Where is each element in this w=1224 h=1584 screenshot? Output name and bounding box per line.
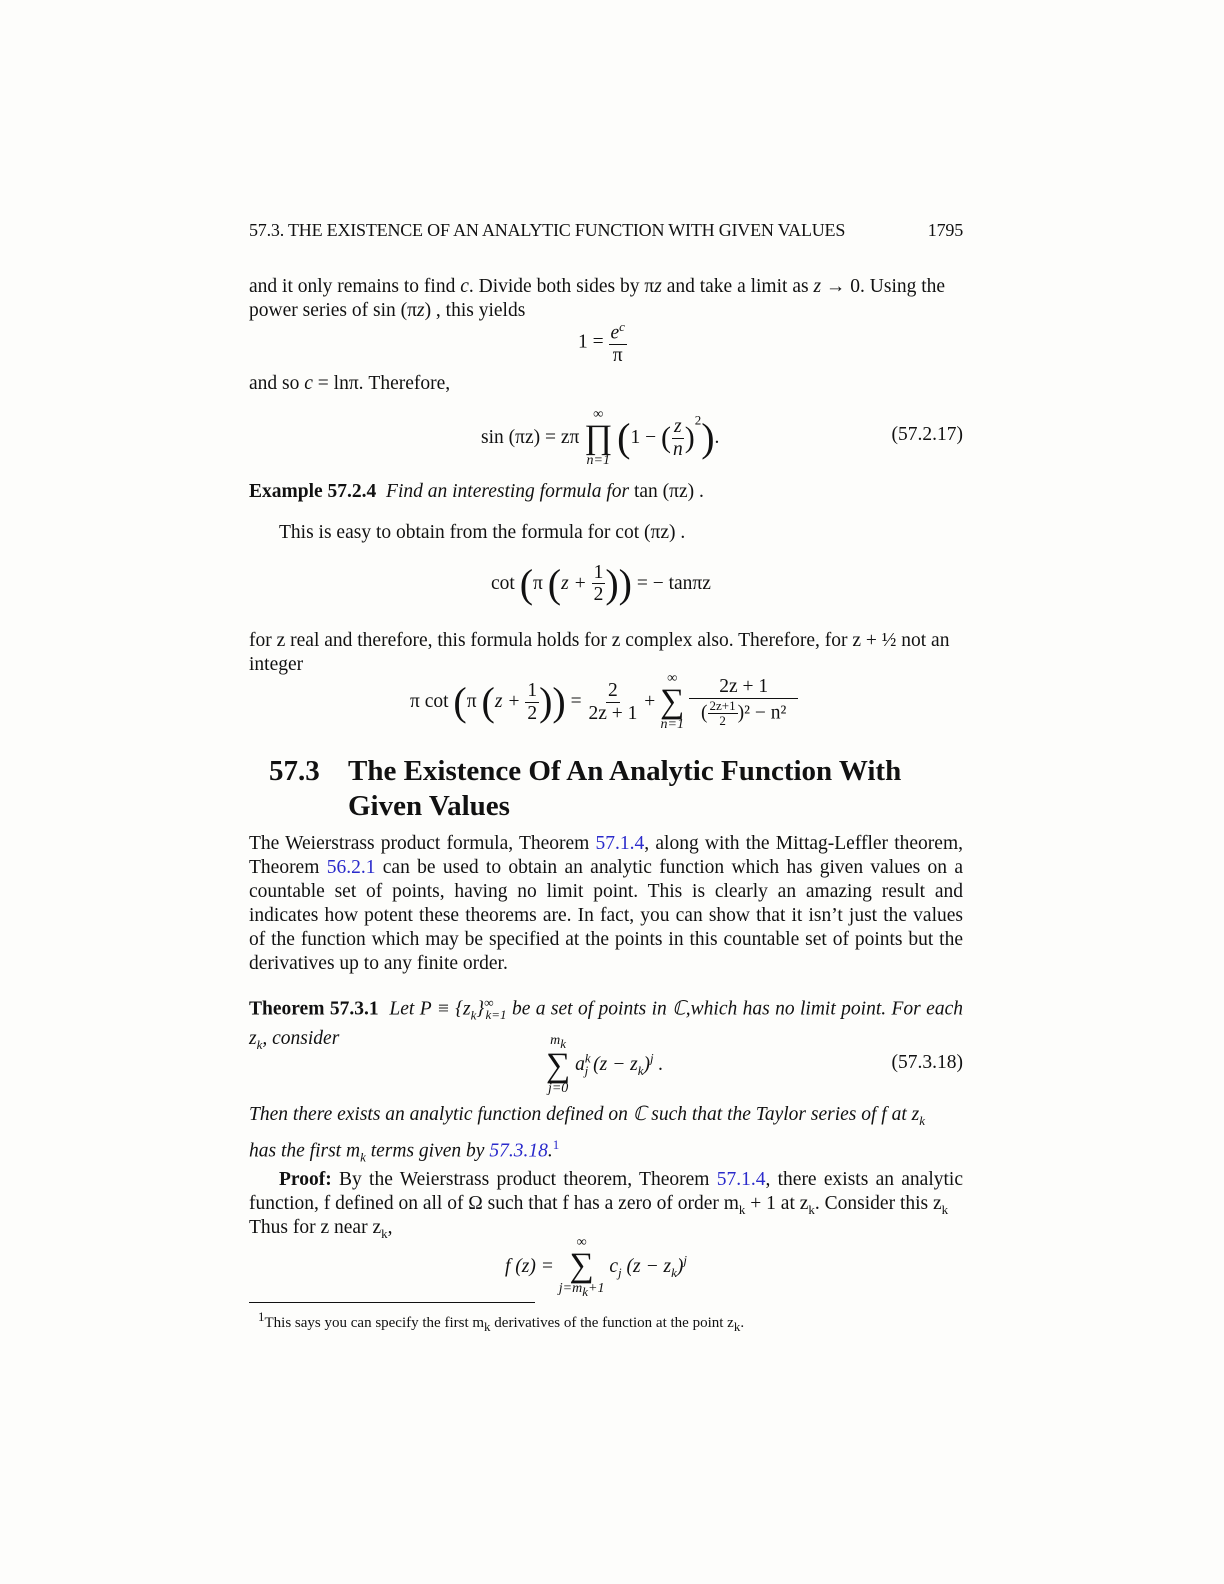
example-heading: Example 57.2.4 Find an interesting formula for tan (πz) . (249, 481, 704, 502)
section-number: 57.3 (269, 755, 320, 787)
equation-ec-over-pi: 1 = $\frac{e^c}{\pi}$ (578, 319, 625, 366)
page-number: 1795 (927, 220, 963, 240)
equation-number: (57.3.18) (891, 1052, 963, 1073)
proof-label: Proof: (279, 1169, 332, 1190)
proof-line: Thus for z near $z_k$, (249, 1217, 393, 1241)
equation-sin-product: sin (πz) = zπ ∞ ∏ n=1 (1 − ( $\frac{z}{n}$ )$^2$). (481, 407, 720, 469)
section-title: The Existence Of An Analytic Function With Given Values (348, 755, 902, 822)
product-operator: ∞ ∏ n=1 (584, 407, 613, 469)
section-heading (269, 754, 968, 824)
theorem-conclusion: Then there exists an analytic function defined on ℂ such that the Taylor series of f at $z_k$ has the first $m_k$ terms given by 57.3.18.$^1$ (249, 1104, 926, 1165)
equation-pi-cot-series: π cot (π (z + $\frac{1}{2}$ )) = $\frac{2}{2z + 1}$ + ∞ ∑ n=1 2z + 1 ( $\frac{2z+1}{2}$ )² − n² (410, 672, 798, 732)
equation-number: (57.2.17) (891, 424, 963, 445)
running-title: 57.3. THE EXISTENCE OF AN ANALYTIC FUNCTION WITH GIVEN VALUES (249, 220, 846, 240)
example-label: Example 57.2.4 (249, 481, 377, 502)
proof-paragraph: Proof: By the Weierstrass product theorem, Theorem 57.1.4, there exists an analytic function, f defined on all of Ω such that f has a zero of order $m_k + 1$ at $z_k$. Consider this $z_k$ (249, 1169, 963, 1217)
footnote-rule (249, 1302, 535, 1303)
sum-operator: ∞ ∑ n=1 (660, 671, 685, 733)
paragraph-cot-hint: This is easy to obtain from the formula for cot (πz) . (279, 522, 686, 543)
equation-cot-tan: cot (π (z + $\frac{1}{2}$ )) = − tanπz (491, 560, 711, 606)
footnote: $^1$This says you can specify the first $m_k$ derivatives of the function at the point $z_k$. (258, 1309, 745, 1334)
equation-f-series: f (z) = ∞ ∑ $j=m_k+1$ $c_j$ $(z - z_k)^j$ (505, 1235, 687, 1300)
running-header (249, 220, 963, 241)
theorem-link-56-2-1[interactable]: 56.2.1 (326, 857, 376, 878)
paragraph-c-equals-ln-pi: and so c = lnπ. Therefore, (249, 373, 451, 394)
paragraph-complex-extension: for z real and therefore, this formula holds for z complex also. Therefore, for z + ½ not an integer (249, 630, 950, 675)
sum-operator: $m_k$ ∑ j=0 (546, 1033, 571, 1097)
paragraph-intro: The Weierstrass product formula, Theorem 57.1.4, along with the Mittag-Leffler theorem, Theorem 56.2.1 can be used to obtain an analytic function which has given values on a countable set of points, having no limit point. This is clearly an amazing result and indicates how potent these theorems are. In fact, you can show that it isn’t just the values of the function which may be specified at the points in this countable set of points but the derivatives up to any finite order. (249, 833, 963, 974)
equation-link-57-3-18[interactable]: 57.3.18 (489, 1140, 548, 1162)
sum-operator: ∞ ∑ $j=m_k+1$ (558, 1235, 605, 1300)
theorem-statement: Theorem 57.3.1 Let $P \equiv \{z_k\}^\infty_{k=1}$ be a set of points in ℂ,which has no limit point. For each $z_k$, consider (249, 995, 963, 1053)
fraction: $\frac{e^c}{\pi}$ (610, 319, 625, 366)
theorem-link-57-1-4[interactable]: 57.1.4 (716, 1169, 766, 1190)
theorem-link-57-1-4[interactable]: 57.1.4 (595, 833, 645, 854)
footnote-marker[interactable]: 1 (552, 1136, 560, 1152)
paragraph-find-c: and it only remains to find c. Divide both sides by πz and take a limit as z → 0. Using the power series of sin (πz) , this yields (249, 276, 946, 321)
theorem-label: Theorem 57.3.1 (249, 998, 379, 1020)
equation-taylor-terms: $m_k$ ∑ j=0 $a^k_j$ $(z - z_k)^j$ . (546, 1033, 664, 1097)
